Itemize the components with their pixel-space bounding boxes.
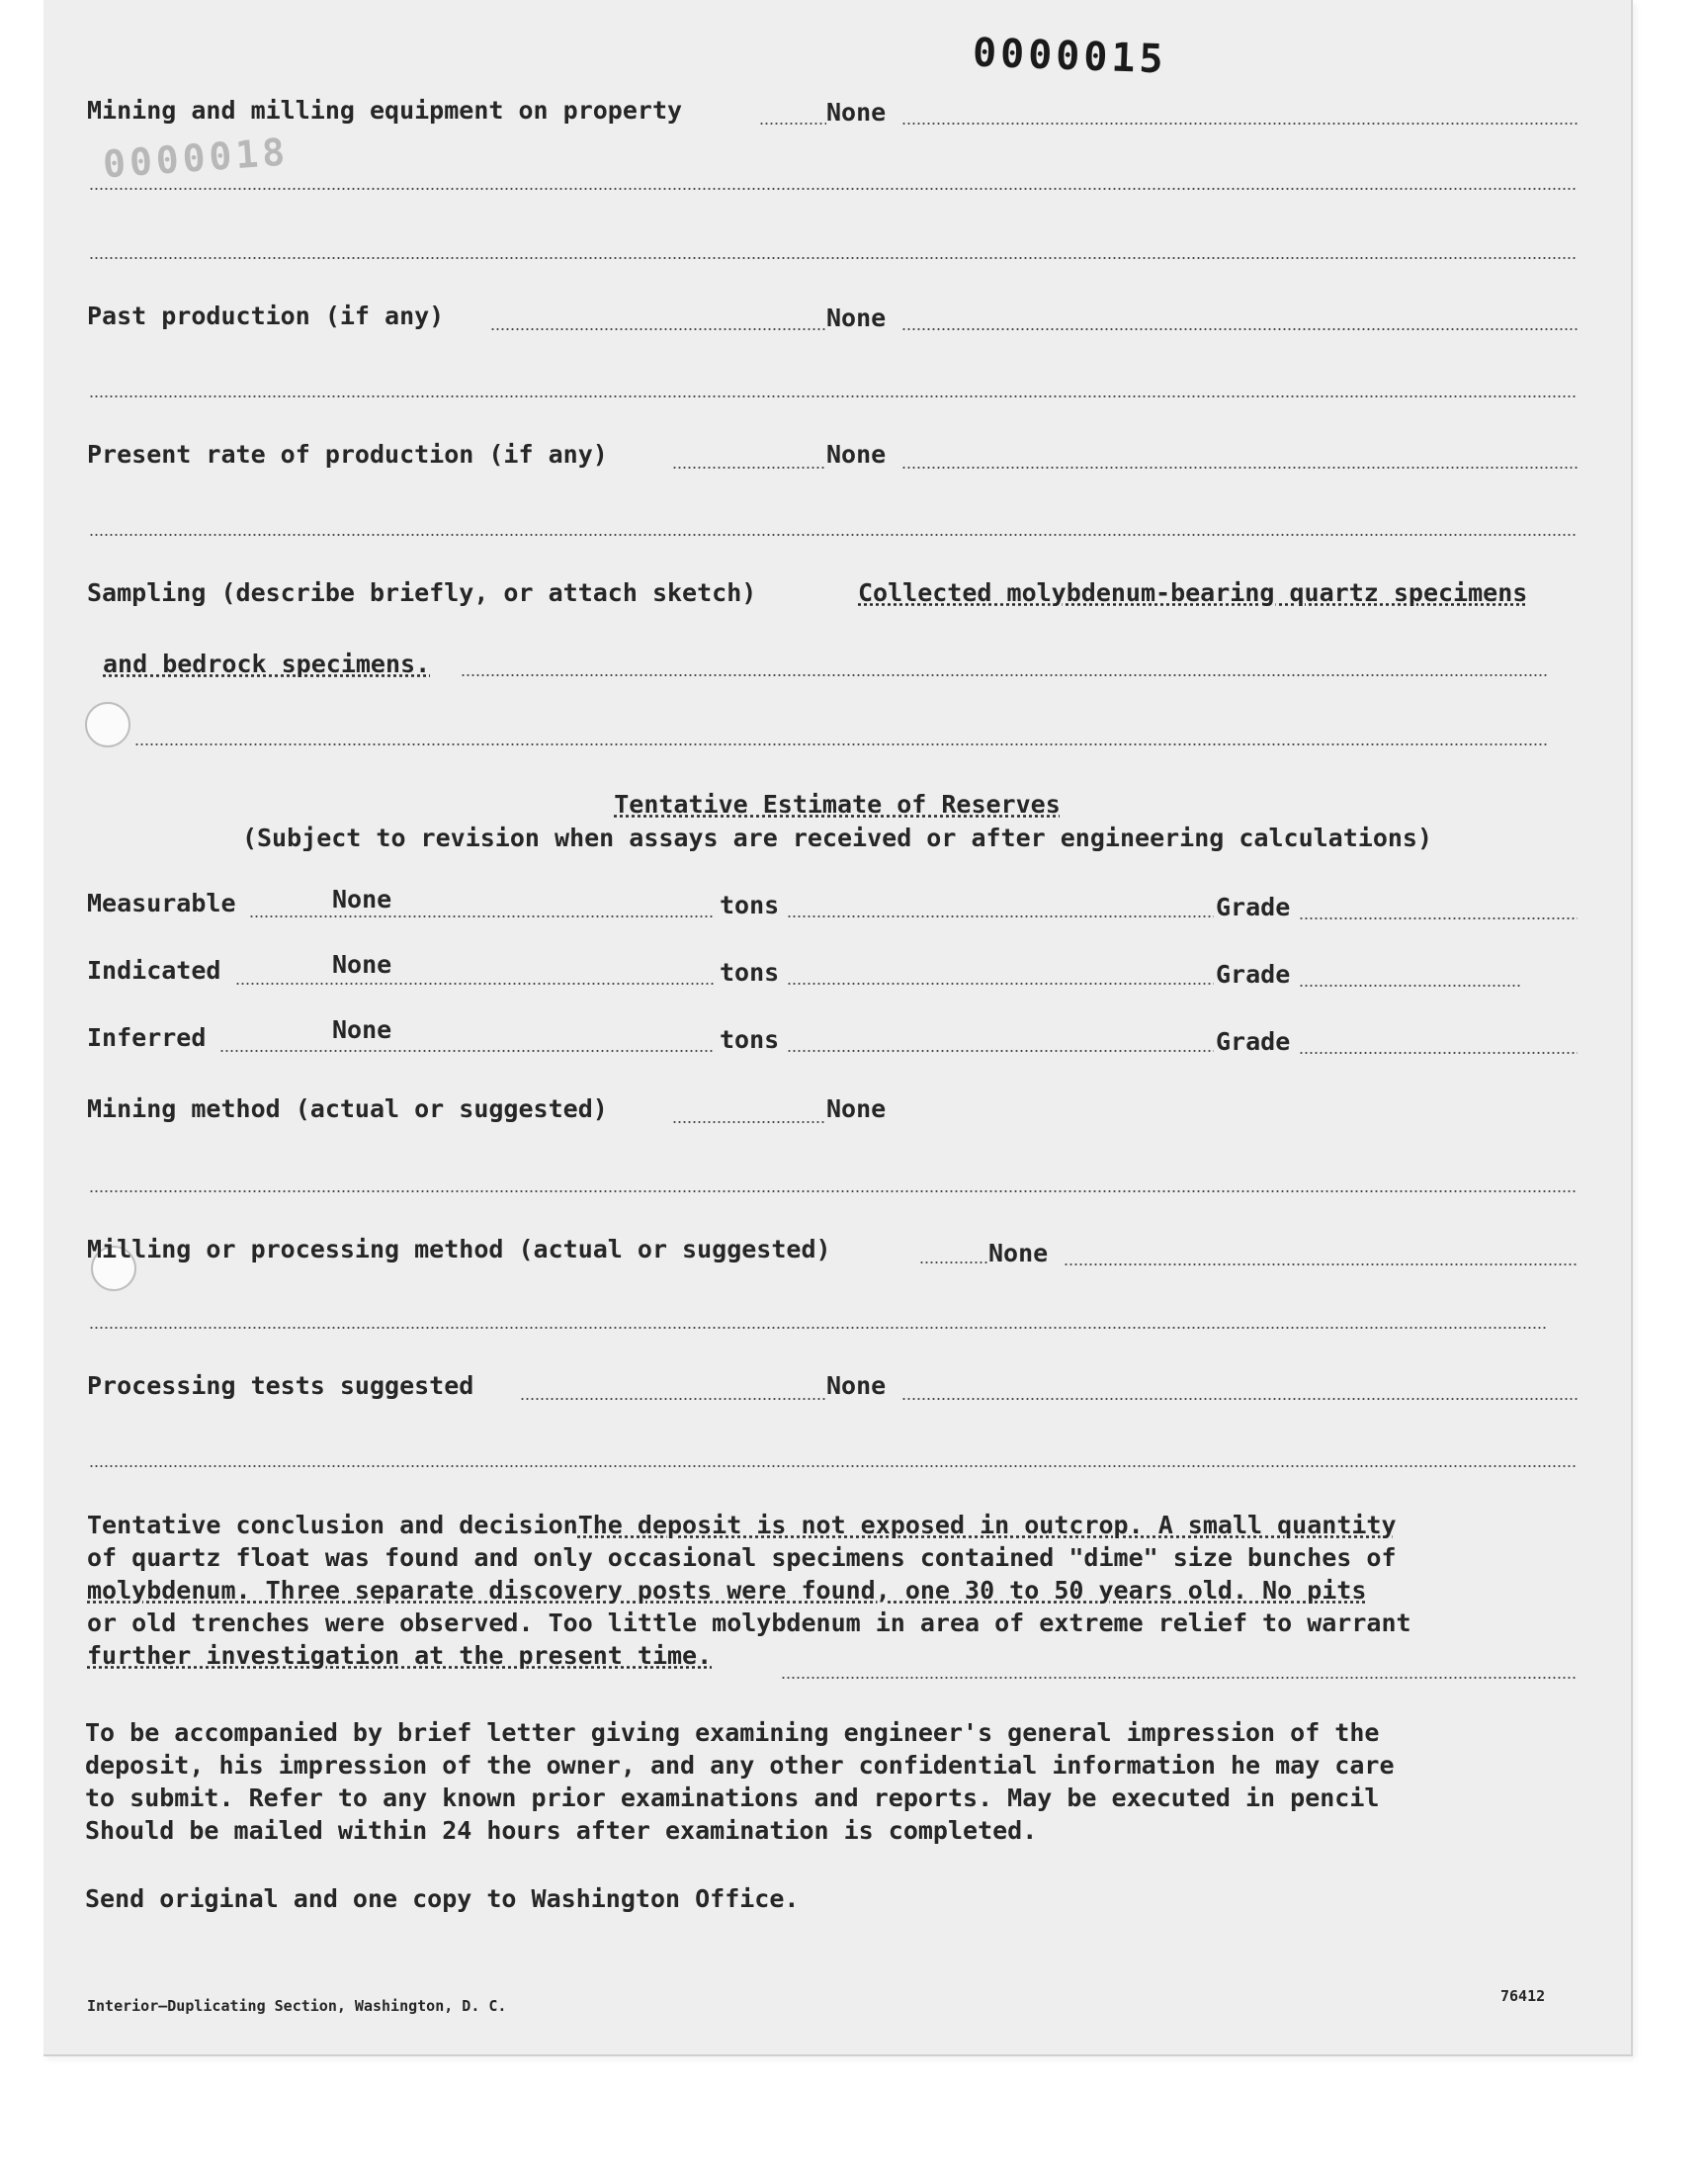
dotted-line — [901, 328, 1578, 330]
instructions-block — [85, 1716, 1395, 1847]
present-rate-label: Present rate of production (if any) — [87, 440, 608, 469]
dotted-line — [1299, 985, 1522, 987]
dotted-line — [672, 1121, 826, 1123]
dotted-line — [787, 1050, 1214, 1052]
reserve-indicated-grade: Grade — [1216, 960, 1291, 989]
dotted-line — [89, 188, 1578, 190]
milling-method-label: Milling or processing method (actual or suggested) — [87, 1235, 831, 1263]
dotted-line — [89, 534, 1578, 536]
instructions-line-4: Should be mailed within 24 hours after examination is completed. — [85, 1816, 1038, 1845]
conclusion-line-3: molybdenum. Three separate discovery posts were found, one 30 to 50 years old. No pits — [87, 1576, 1367, 1605]
reserve-measurable-value: None — [332, 885, 392, 914]
conclusion-line-2: of quartz float was found and only occasional specimens contained "dime" size bunches of — [87, 1543, 1397, 1572]
dotted-line — [787, 915, 1214, 917]
dotted-line — [461, 674, 1548, 676]
dotted-line — [787, 983, 1214, 985]
dotted-line — [490, 328, 826, 330]
dotted-line — [89, 257, 1578, 259]
dotted-line — [1299, 1052, 1578, 1054]
processing-tests-value: None — [826, 1371, 887, 1400]
reserve-measurable-grade: Grade — [1216, 893, 1291, 921]
conclusion-block — [87, 1509, 1411, 1672]
reserve-inferred-tons: tons — [720, 1025, 780, 1054]
dotted-line — [1064, 1263, 1578, 1265]
conclusion-line-1 — [87, 1509, 1411, 1541]
sampling-label: Sampling (describe briefly, or attach sketch) — [87, 578, 757, 607]
serial-stamp-ghost: 0000018 — [101, 130, 291, 187]
footer-printer: Interior—Duplicating Section, Washington, D. C. — [87, 1997, 507, 2015]
dotted-line — [89, 395, 1578, 397]
instructions-line-2: deposit, his impression of the owner, and any other confidential information he may care — [85, 1751, 1395, 1780]
equipment-label: Mining and milling equipment on property — [87, 96, 683, 125]
punch-hole-top — [85, 702, 130, 747]
dotted-line — [919, 1262, 988, 1263]
conclusion-line-5: further investigation at the present time. — [87, 1641, 713, 1670]
sampling-value-line2: and bedrock specimens. — [103, 650, 431, 678]
mining-method-label: Mining method (actual or suggested) — [87, 1094, 608, 1123]
dotted-line — [901, 467, 1578, 469]
past-production-label: Past production (if any) — [87, 302, 445, 330]
reserve-measurable-tons: tons — [720, 891, 780, 919]
dotted-line — [901, 1398, 1578, 1400]
mining-method-value: None — [826, 1094, 887, 1123]
conclusion-label: Tentative conclusion and decision — [87, 1511, 578, 1539]
instructions-line-1: To be accompanied by brief letter giving examining engineer's general impression of the — [85, 1718, 1380, 1747]
dotted-line — [89, 1190, 1578, 1192]
dotted-line — [249, 915, 714, 917]
processing-tests-label: Processing tests suggested — [87, 1371, 474, 1400]
dotted-line — [134, 743, 1548, 745]
sampling-value-line1: Collected molybdenum-bearing quartz specimens — [858, 578, 1528, 607]
serial-stamp: 0000015 — [972, 30, 1168, 83]
reserve-inferred-value: None — [332, 1015, 392, 1044]
dotted-line — [235, 983, 714, 985]
conclusion-line-4: or old trenches were observed. Too little molybdenum in area of extreme relief to warrant — [87, 1609, 1411, 1637]
reserve-indicated-value: None — [332, 950, 392, 979]
dotted-line — [781, 1677, 1578, 1679]
milling-method-value: None — [988, 1239, 1049, 1267]
conclusion-text-1: The deposit is not exposed in outcrop. A small quantity — [577, 1511, 1397, 1539]
dotted-line — [1299, 917, 1578, 919]
past-production-value: None — [826, 304, 887, 332]
instructions-line-3: to submit. Refer to any known prior examinations and reports. May be executed in pencil — [85, 1784, 1380, 1812]
dotted-line — [89, 1465, 1578, 1467]
reserves-subtitle: (Subject to revision when assays are received or after engineering calculations) — [241, 824, 1433, 852]
footer-form-number: 76412 — [1500, 1987, 1546, 2005]
dotted-line — [219, 1050, 714, 1052]
send-instruction: Send original and one copy to Washington Office. — [85, 1884, 800, 1913]
equipment-value: None — [826, 98, 887, 127]
dotted-line — [759, 123, 826, 125]
reserve-inferred-label: Inferred — [87, 1023, 207, 1052]
reserve-inferred-grade: Grade — [1216, 1027, 1291, 1056]
reserve-measurable-label: Measurable — [87, 889, 236, 917]
reserves-title: Tentative Estimate of Reserves — [614, 790, 1061, 819]
dotted-line — [520, 1398, 826, 1400]
reserve-indicated-label: Indicated — [87, 956, 221, 985]
dotted-line — [901, 123, 1578, 125]
reserve-indicated-tons: tons — [720, 958, 780, 987]
dotted-line — [672, 467, 826, 469]
dotted-line — [89, 1327, 1548, 1329]
present-rate-value: None — [826, 440, 887, 469]
